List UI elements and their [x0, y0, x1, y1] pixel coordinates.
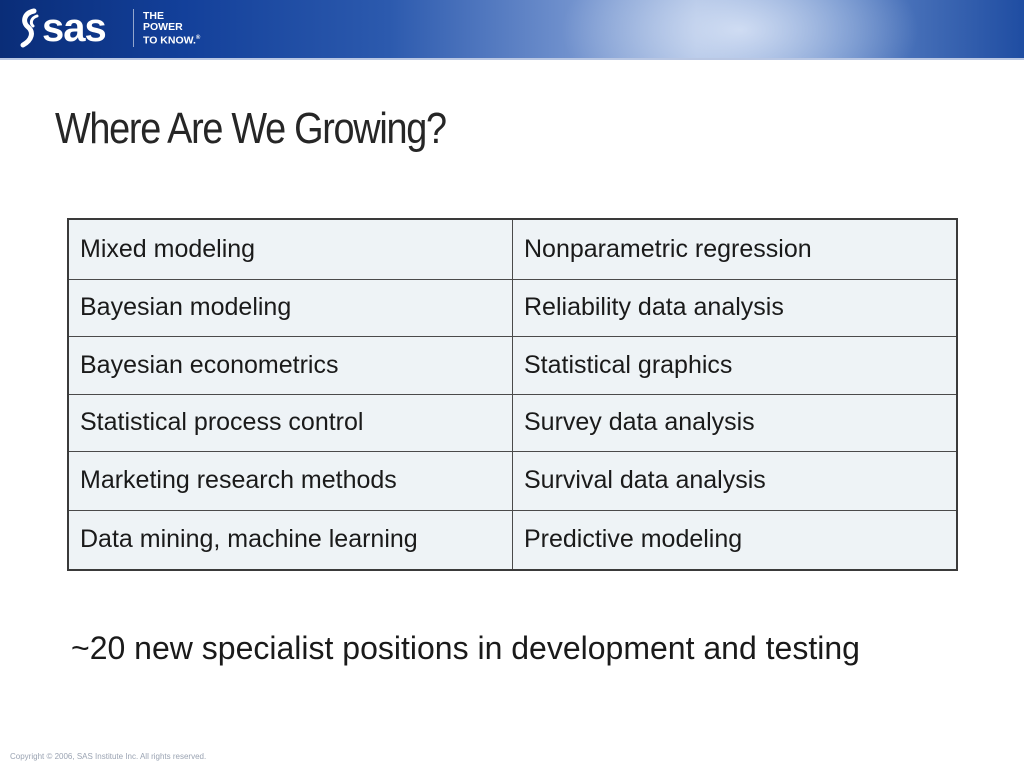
sas-swirl-icon — [18, 8, 40, 48]
banner-glow — [560, 0, 920, 60]
table-row — [68, 451, 957, 510]
tagline-line-1: THE — [143, 10, 164, 22]
tagline-line-2: POWER — [143, 21, 183, 33]
slide-title: Where Are We Growing? — [55, 104, 446, 153]
table-row — [68, 219, 957, 279]
logo-wordmark: sas — [42, 6, 106, 50]
table-cell: Predictive modeling — [513, 510, 958, 570]
table-cell: Bayesian modeling — [68, 279, 513, 336]
table-row — [68, 336, 957, 394]
registered-mark: ® — [195, 35, 201, 41]
table-row — [68, 394, 957, 451]
copyright-notice: Copyright © 2006, SAS Institute Inc. All rights reserved. — [10, 752, 207, 761]
table-cell: Data mining, machine learning — [68, 510, 513, 570]
table-cell: Reliability data analysis — [513, 279, 958, 336]
tagline-line-3-text: TO KNOW. — [143, 34, 196, 47]
table-cell: Survey data analysis — [513, 394, 958, 451]
tagline — [143, 11, 200, 47]
table-cell: Nonparametric regression — [513, 219, 958, 279]
positions-note: ~20 new specialist positions in development and testing — [71, 630, 860, 666]
logo-divider — [133, 9, 134, 47]
table-cell: Mixed modeling — [68, 219, 513, 279]
table-row — [68, 510, 957, 570]
table-row — [68, 279, 957, 336]
table-cell: Survival data analysis — [513, 451, 958, 510]
table-cell: Statistical graphics — [513, 336, 958, 394]
table-cell: Bayesian econometrics — [68, 336, 513, 394]
tagline-line-3 — [143, 33, 200, 47]
topics-table — [67, 218, 958, 571]
table-cell: Marketing research methods — [68, 451, 513, 510]
header-banner — [0, 0, 1024, 60]
sas-logo — [18, 6, 106, 50]
table-cell: Statistical process control — [68, 394, 513, 451]
topics-table-body — [68, 219, 957, 570]
